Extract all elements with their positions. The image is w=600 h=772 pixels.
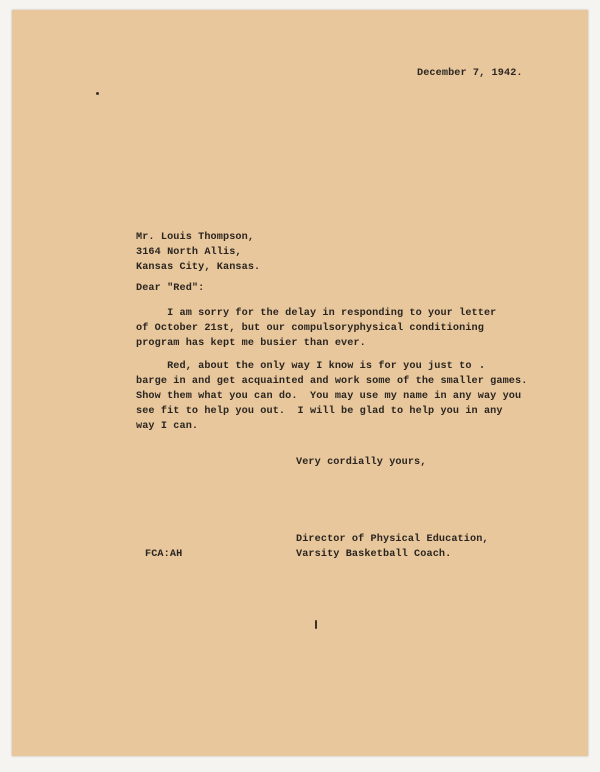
paper-speck [481,366,483,368]
signature-title-line: Director of Physical Education, [296,534,489,545]
paragraph-line: see fit to help you out. I will be glad to help you in any [136,406,503,417]
paragraph-line: of October 21st, but our compulsoryphysical conditioning [136,323,484,334]
paragraph-line: Red, about the only way I know is for you just to [136,361,472,372]
letter-page [12,10,588,756]
address-line: Kansas City, Kansas. [136,262,261,273]
address-line: Mr. Louis Thompson, [136,232,255,243]
address-line: 3164 North Allis, [136,247,242,258]
typist-initials: FCA:AH [145,549,183,560]
paragraph-line: Show them what you can do. You may use my name in any way you [136,391,522,402]
paragraph-line: barge in and get acquainted and work some of the smaller games. [136,376,528,387]
closing: Very cordially yours, [296,457,427,468]
paragraph-line: way I can. [136,421,199,432]
signature-title-line: Varsity Basketball Coach. [296,549,452,560]
paragraph-line: program has kept me busier than ever. [136,338,366,349]
paper-speck [315,620,317,629]
paper-speck [96,92,99,95]
letter-date: December 7, 1942. [417,68,523,79]
paragraph-line: I am sorry for the delay in responding to your letter [136,308,497,319]
salutation: Dear "Red": [136,283,205,294]
